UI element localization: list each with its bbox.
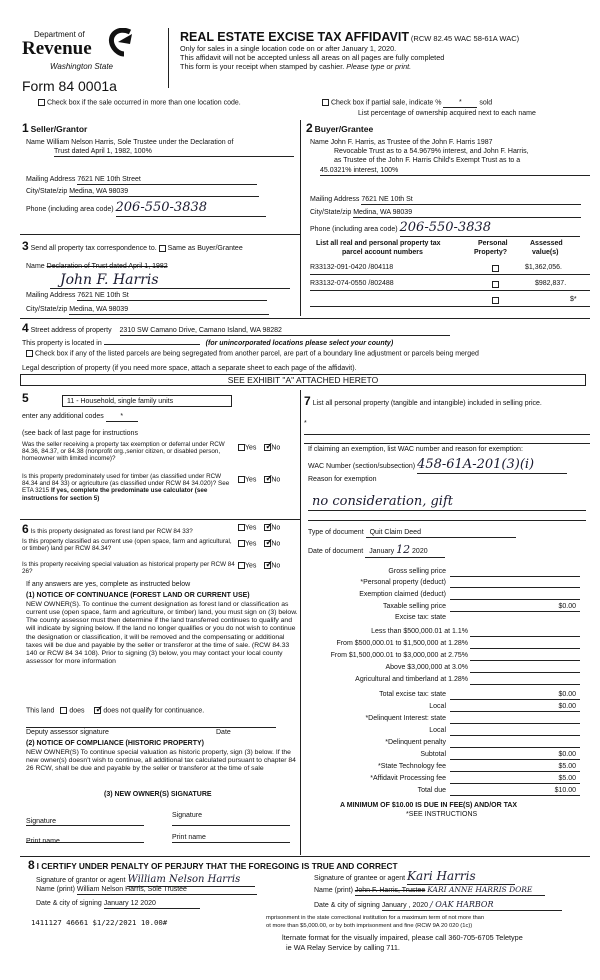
correspondence-city-label: City/State/zip bbox=[26, 306, 68, 313]
grantor-name-label: Name (print) bbox=[36, 886, 75, 893]
buyer-name-line2[interactable]: Revocable Trust as to a 54.9679% interest, and John F. Harris, bbox=[334, 148, 529, 155]
grantee-name-label: Name (print) bbox=[314, 887, 353, 894]
grantor-date-label: Date & city of signing bbox=[36, 900, 102, 907]
historic-yes-label: Yes bbox=[245, 562, 257, 570]
header-line-3: This form is your receipt when stamped by cashier. bbox=[180, 62, 345, 71]
doc-date-year: 2020 bbox=[412, 548, 428, 555]
seller-phone[interactable]: 206-550-3838 bbox=[116, 201, 266, 217]
parcel-row bbox=[310, 296, 590, 304]
section5-q2-bold: If yes, complete the predominate use calculator (see instructions for section 5) bbox=[22, 487, 208, 502]
personal-property-checkbox[interactable] bbox=[492, 297, 499, 304]
personal-property-checkbox[interactable] bbox=[492, 265, 499, 272]
section6-num: 6 bbox=[22, 522, 29, 536]
grantee-name-written: KARI ANNE HARRIS DORE bbox=[427, 885, 533, 894]
does-not-label: does not qualify for continuance. bbox=[103, 707, 205, 715]
assessed-heading-1: Assessed bbox=[530, 240, 563, 247]
current-use-no-checkbox[interactable] bbox=[264, 540, 271, 547]
doc-type-label: Type of document bbox=[308, 529, 364, 536]
segregated-label: Check box if any of the listed parcels are being segregated from another parcel, are part of a boundary line adjustment or parcels being merged bbox=[34, 350, 479, 358]
recording-stamp bbox=[22, 912, 244, 934]
header-line-2: This affidavit will not be accepted unless all areas on all pages are fully completed bbox=[180, 53, 445, 62]
rate-row-3: From $1,500,000.01 to $3,000,000 at 2.75% bbox=[330, 652, 468, 659]
buyer-city-label: City/State/zip bbox=[310, 209, 352, 216]
seller-mailing-label: Mailing Address bbox=[26, 176, 76, 183]
assessed-value[interactable]: $1,362,056. bbox=[525, 264, 562, 271]
minimum-due-note: A MINIMUM OF $10.00 IS DUE IN FEE(S) AND/OR TAX bbox=[340, 802, 518, 809]
rate-row-4: Above $3,000,000 at 3.0% bbox=[385, 664, 468, 671]
total-due-value[interactable]: $10.00 bbox=[554, 787, 576, 794]
current-use-yes-label: Yes bbox=[245, 540, 257, 548]
doc-date-label: Date of document bbox=[308, 548, 364, 555]
total-state-label: Total excise tax: state bbox=[379, 691, 446, 698]
deputy-date-label: Date bbox=[216, 729, 231, 736]
exemption-deduct-label: Exemption claimed (deduct) bbox=[359, 591, 446, 598]
grantee-sig-label: Signature of grantee or agent bbox=[314, 875, 406, 882]
section5-q2: Is this property predominately used for timber (as classified under RCW 84.34 and 84 33) or agriculture (as classified under RCW 84 34.020)? See ETA 3215 bbox=[22, 473, 230, 495]
section5-num: 5 bbox=[22, 391, 29, 405]
assessed-value[interactable]: $* bbox=[570, 296, 577, 303]
correspondence-mailing[interactable]: 7621 NE 10th St bbox=[77, 292, 267, 301]
grantee-name-struck: John F. Harris, Trustee bbox=[354, 887, 426, 894]
section6-q2: Is this property classified as current use (open space, farm and agricultural, or timber) land per RCW 84.34? bbox=[22, 538, 232, 553]
parcel-heading-2: parcel account numbers bbox=[342, 249, 423, 256]
q2-no-label: No bbox=[271, 476, 281, 484]
buyer-heading: Buyer/Grantee bbox=[314, 124, 374, 134]
does-label: does bbox=[69, 707, 85, 715]
use-code-select[interactable] bbox=[62, 395, 232, 407]
grantee-date-month: January bbox=[381, 902, 407, 909]
new-owner-sig-heading: (3) NEW OWNER(S) SIGNATURE bbox=[104, 791, 212, 798]
parcel-number[interactable]: R33132-091-0420 /804118 bbox=[310, 264, 394, 271]
penalty-label: *Delinquent penalty bbox=[385, 739, 446, 746]
see-instructions-5: (see back of last page for instructions bbox=[22, 430, 138, 437]
local-label: Local bbox=[429, 703, 446, 710]
forest-yes-label: Yes bbox=[245, 524, 257, 532]
q1-yes-checkbox[interactable] bbox=[238, 444, 245, 451]
subtotal-value[interactable]: $0.00 bbox=[558, 751, 576, 758]
subtotal-label: Subtotal bbox=[420, 751, 446, 758]
historic-no-label: No bbox=[271, 562, 281, 570]
forest-no-checkbox[interactable] bbox=[264, 524, 271, 531]
form-title: REAL ESTATE EXCISE TAX AFFIDAVIT bbox=[180, 30, 409, 44]
grantor-sig-label: Signature of grantor or agent bbox=[36, 877, 126, 884]
buyer-name-label: Name bbox=[310, 139, 329, 146]
buyer-phone-label: Phone (including area code) bbox=[310, 226, 398, 233]
seller-heading: Seller/Grantor bbox=[30, 124, 88, 134]
q1-no-checkbox[interactable] bbox=[264, 444, 271, 451]
compliance-heading: (2) NOTICE OF COMPLIANCE (HISTORIC PROPERTY) bbox=[26, 740, 204, 747]
legal-description[interactable] bbox=[20, 374, 586, 386]
parcel-row bbox=[310, 264, 590, 272]
section6-q1: Is this property designated as forest land per RCW 84 33? bbox=[30, 528, 193, 535]
exemption-label: If claiming an exemption, list WAC number and reason for exemption: bbox=[308, 446, 523, 453]
correspondence-name[interactable]: John F. Harris bbox=[50, 272, 290, 289]
see-instructions-tax: *SEE INSTRUCTIONS bbox=[406, 811, 478, 818]
personal-heading-2: Property? bbox=[474, 249, 508, 256]
land-label: This land bbox=[26, 707, 55, 715]
revenue-swoosh-icon bbox=[104, 28, 138, 58]
personal-property-checkbox[interactable] bbox=[492, 281, 499, 288]
grantor-name[interactable]: William Nelson Harris, Sole Trustee bbox=[77, 886, 257, 895]
legal-description-text: SEE EXHIBIT "A" ATTACHED HERETO bbox=[227, 375, 379, 385]
buyer-phone[interactable]: 206-550-3838 bbox=[400, 221, 580, 237]
doc-type[interactable]: Quit Claim Deed bbox=[366, 529, 516, 538]
interest-local-label: Local bbox=[429, 727, 446, 734]
buyer-mailing[interactable]: 7621 NE 10th St bbox=[361, 196, 581, 205]
wac-number[interactable]: 458-61A-201(3)(i) bbox=[417, 458, 567, 474]
grantee-date-label: Date & city of signing bbox=[314, 902, 380, 909]
q1-no-label: No bbox=[271, 444, 281, 452]
partial-sale-checkbox[interactable] bbox=[322, 99, 329, 106]
print-name-label: Print name bbox=[26, 838, 60, 845]
additional-codes[interactable]: * bbox=[106, 413, 138, 422]
perjury-note-2: ot more than $5,000.00, or by both imprisonment and fine (RCW 9A 20 020 (1c)) bbox=[266, 923, 473, 929]
parcel-row bbox=[310, 280, 590, 288]
interest-state-label: *Delinquent Interest: state bbox=[365, 715, 446, 722]
personal-property-value[interactable]: * bbox=[304, 420, 307, 427]
seller-city[interactable]: Medina, WA 98039 bbox=[69, 188, 259, 197]
grantee-date-year: , 2020 bbox=[408, 902, 429, 909]
correspondence-label: Send all property tax correspondence to. bbox=[30, 245, 157, 252]
parcel-heading-1: List all real and personal property tax bbox=[316, 240, 441, 247]
dept-state: Washington State bbox=[50, 62, 114, 71]
wac-label: WAC Number (section/subsection) bbox=[308, 463, 416, 470]
affidavit-fee-label: *Affidavit Processing fee bbox=[370, 775, 446, 782]
section5-q1: Was the seller receiving a property tax exemption or deferral under RCW 84.36, 84.37, or 84.38 (nonprofit org.,senior citizen, or disabled person, homeowner with limited income)? bbox=[22, 441, 225, 463]
section6-q3: Is this property receiving special valuation as historical property per RCW 84 26? bbox=[22, 561, 235, 576]
grantee-name[interactable] bbox=[355, 886, 545, 896]
assessed-heading-2: value(s) bbox=[532, 249, 559, 256]
does-qualify-checkbox[interactable] bbox=[60, 707, 67, 714]
located-note: (for unincorporated locations please select your county) bbox=[205, 340, 394, 347]
section8-num: 8 bbox=[28, 858, 35, 872]
q2-yes-checkbox[interactable] bbox=[238, 476, 245, 483]
seller-name-line2[interactable]: Trust dated April 1, 1982, 100% bbox=[54, 148, 294, 157]
continuance-heading: (1) NOTICE OF CONTINUANCE (FOREST LAND OR CURRENT USE) bbox=[26, 592, 250, 599]
tech-fee-value[interactable]: $5.00 bbox=[558, 763, 576, 770]
form-number: Form 84 0001a bbox=[22, 78, 117, 94]
buyer-name-line4[interactable]: 45.0321% interest, 100% bbox=[320, 167, 590, 176]
buyer-name-line3[interactable]: as Trustee of the John F. Harris Child's Exempt Trust as to a bbox=[334, 157, 521, 164]
certify-statement: I CERTIFY UNDER PENALTY OF PERJURY THAT THE FOREGOING IS TRUE AND CORRECT bbox=[36, 861, 398, 871]
property-section-num: 4 bbox=[22, 321, 29, 335]
buyer-mailing-label: Mailing Address bbox=[310, 196, 360, 203]
if-yes-label: If any answers are yes, complete as instructed below bbox=[26, 581, 191, 588]
correspondence-name-label: Name bbox=[26, 263, 45, 270]
grantor-date[interactable]: January 12 2020 bbox=[104, 900, 200, 909]
historic-yes-checkbox[interactable] bbox=[238, 562, 245, 569]
correspondence-section-num: 3 bbox=[22, 239, 29, 253]
header-line-1: Only for sales in a single location code on or after January 1, 2020. bbox=[180, 44, 397, 53]
q1-yes-label: Yes bbox=[245, 444, 257, 452]
local-value[interactable]: $0.00 bbox=[558, 703, 576, 710]
taxable-label: Taxable selling price bbox=[382, 603, 446, 610]
located-label: This property is located in bbox=[22, 340, 102, 347]
partial-sale-pct[interactable]: * bbox=[443, 99, 477, 108]
correspondence-city[interactable]: Medina, WA 98039 bbox=[69, 306, 269, 315]
grantee-date-city: / OAK HARBOR bbox=[430, 900, 494, 909]
personal-heading-1: Personal bbox=[478, 240, 508, 247]
same-as-buyer-label: Same as Buyer/Grantee bbox=[167, 245, 243, 252]
parcel-number[interactable]: R33132-074-0550 /802488 bbox=[310, 280, 394, 287]
seller-mailing[interactable]: 7621 NE 10th Street bbox=[77, 176, 257, 185]
header-line-3-italic: Please type or print. bbox=[346, 62, 412, 71]
historic-no-checkbox[interactable] bbox=[264, 562, 271, 569]
q2-no-checkbox[interactable] bbox=[264, 476, 271, 483]
owner-signature-label: Signature bbox=[172, 812, 202, 819]
section7-label: List all personal property (tangible and intangible) included in selling price. bbox=[312, 400, 542, 407]
grantee-signature[interactable]: Kari Harris bbox=[407, 870, 515, 885]
continuance-text: NEW OWNER(S). To continue the current designation as forest land or classification as current use (open space, farm and agriculture, or timber) land, you must sign on (3) below. The county assessor must then determine if the land transferred continues to qualify and will indicate by signing below. If the land no longer qualifies or you do not wish to continue the designation or classification, it will be removed and the compensating or additional taxes will be due and payable by the seller or transferor at the time of sale. (RCW 84.33 140 or RCW 84 34 108). Prior to signing (3) below, you may contact your local county assessor for more information bbox=[26, 601, 298, 666]
doc-date[interactable] bbox=[365, 544, 445, 558]
multi-location-label: Check box if the sale occurred in more than one location code. bbox=[46, 99, 241, 107]
located-select[interactable] bbox=[104, 337, 200, 345]
reason-label: Reason for exemption bbox=[308, 476, 377, 483]
rate-row-2: From $500,000.01 to $1,500,000 at 1.28% bbox=[336, 640, 468, 647]
seller-section-num: 1 bbox=[22, 121, 29, 135]
street-label: Street address of property bbox=[30, 327, 112, 334]
correspondence-mailing-label: Mailing Address bbox=[26, 292, 76, 299]
dept-name: Revenue bbox=[22, 38, 92, 59]
print-name-label-2: Print name bbox=[172, 834, 206, 841]
dept-small-text: Department of bbox=[34, 30, 85, 39]
correspondence-name-struck: Declaration of Trust dated April 1, 1982 bbox=[46, 263, 168, 270]
personal-deduct-label: *Personal property (deduct) bbox=[360, 579, 446, 586]
current-use-no-label: No bbox=[271, 540, 281, 548]
partial-sale-note: List percentage of ownership acquired next to each name bbox=[358, 110, 536, 117]
recording-stamp-text: 1411127 46661 $1/22/2021 10.00# bbox=[31, 918, 168, 927]
excise-state-label: Excise tax: state bbox=[395, 614, 446, 621]
seller-phone-label: Phone (including area code) bbox=[26, 206, 114, 213]
signature-label: Signature bbox=[26, 818, 56, 825]
multi-location-checkbox[interactable] bbox=[38, 99, 45, 106]
buyer-city[interactable]: Medina, WA 98039 bbox=[353, 209, 581, 218]
assessed-value[interactable]: $982,837. bbox=[535, 280, 567, 287]
alt-format-1: lternate format for the visually impaired, please call 360-705-6705 Teletype bbox=[282, 933, 523, 942]
q2-yes-label: Yes bbox=[245, 476, 257, 484]
compliance-text: NEW OWNER(S) To continue special valuation as historic property, sign (3) below. If the new owner(s) doesn't wish to continue, all additional tax calculated pursuant to chapter 84 26 RCW, shall be due and payable by the seller or transferor at the time of sale bbox=[26, 749, 296, 773]
grantor-signature[interactable]: William Nelson Harris bbox=[127, 874, 255, 887]
use-code-value: 11 - Household, single family units bbox=[67, 398, 174, 405]
legal-label: Legal description of property (if you need more space, attach a separate sheet to each page of the affidavit). bbox=[22, 365, 357, 372]
forest-yes-checkbox[interactable] bbox=[238, 524, 245, 531]
gross-label: Gross selling price bbox=[388, 568, 446, 575]
total-state-value[interactable]: $0.00 bbox=[558, 691, 576, 698]
total-due-label: Total due bbox=[417, 787, 446, 794]
rate-row-5: Agricultural and timberland at 1.28% bbox=[355, 676, 468, 683]
section7-num: 7 bbox=[304, 394, 311, 408]
partial-sale-sold: sold bbox=[479, 99, 493, 107]
affidavit-fee-value[interactable]: $5.00 bbox=[558, 775, 576, 782]
current-use-yes-checkbox[interactable] bbox=[238, 540, 245, 547]
grantee-date[interactable] bbox=[382, 900, 562, 911]
partial-sale-label: Check box if partial sale, indicate % bbox=[330, 99, 442, 107]
seller-city-label: City/State/zip bbox=[26, 188, 68, 195]
dor-logo bbox=[20, 28, 150, 78]
doc-date-day: 12 bbox=[396, 543, 411, 556]
seller-name-label: Name bbox=[26, 139, 45, 146]
buyer-section-num: 2 bbox=[306, 121, 313, 135]
exemption-reason[interactable]: no consideration, gift bbox=[308, 495, 586, 511]
doc-date-month: January bbox=[369, 548, 395, 555]
forest-no-label: No bbox=[271, 524, 281, 532]
additional-codes-label: enter any additional codes bbox=[22, 413, 104, 420]
property-street[interactable]: 2310 SW Camano Drive, Camano Island, WA 98282 bbox=[120, 327, 450, 336]
same-as-buyer-checkbox[interactable] bbox=[159, 245, 166, 252]
form-title-ref: (RCW 82.45 WAC 58-61A WAC) bbox=[410, 34, 520, 43]
seller-name-line1[interactable]: William Nelson Harris, Sole Trustee under the Declaration of bbox=[46, 139, 234, 146]
does-not-qualify-checkbox[interactable] bbox=[94, 707, 101, 714]
segregated-checkbox[interactable] bbox=[26, 350, 33, 357]
perjury-note-1: mprisonment in the state correctional institution for a maximum term of not more than bbox=[266, 915, 485, 921]
alt-format-2: ie WA Relay Service by calling 711. bbox=[286, 943, 400, 952]
deputy-signature-label: Deputy assessor signature bbox=[26, 729, 109, 736]
tech-fee-label: *State Technology fee bbox=[378, 763, 446, 770]
rate-row-1: Less than $500,000.01 at 1.1% bbox=[371, 628, 468, 635]
buyer-name-line1[interactable]: John F. Harris, as Trustee of the John F. Harris 1987 bbox=[330, 139, 493, 146]
taxable-value[interactable]: $0.00 bbox=[558, 603, 576, 610]
